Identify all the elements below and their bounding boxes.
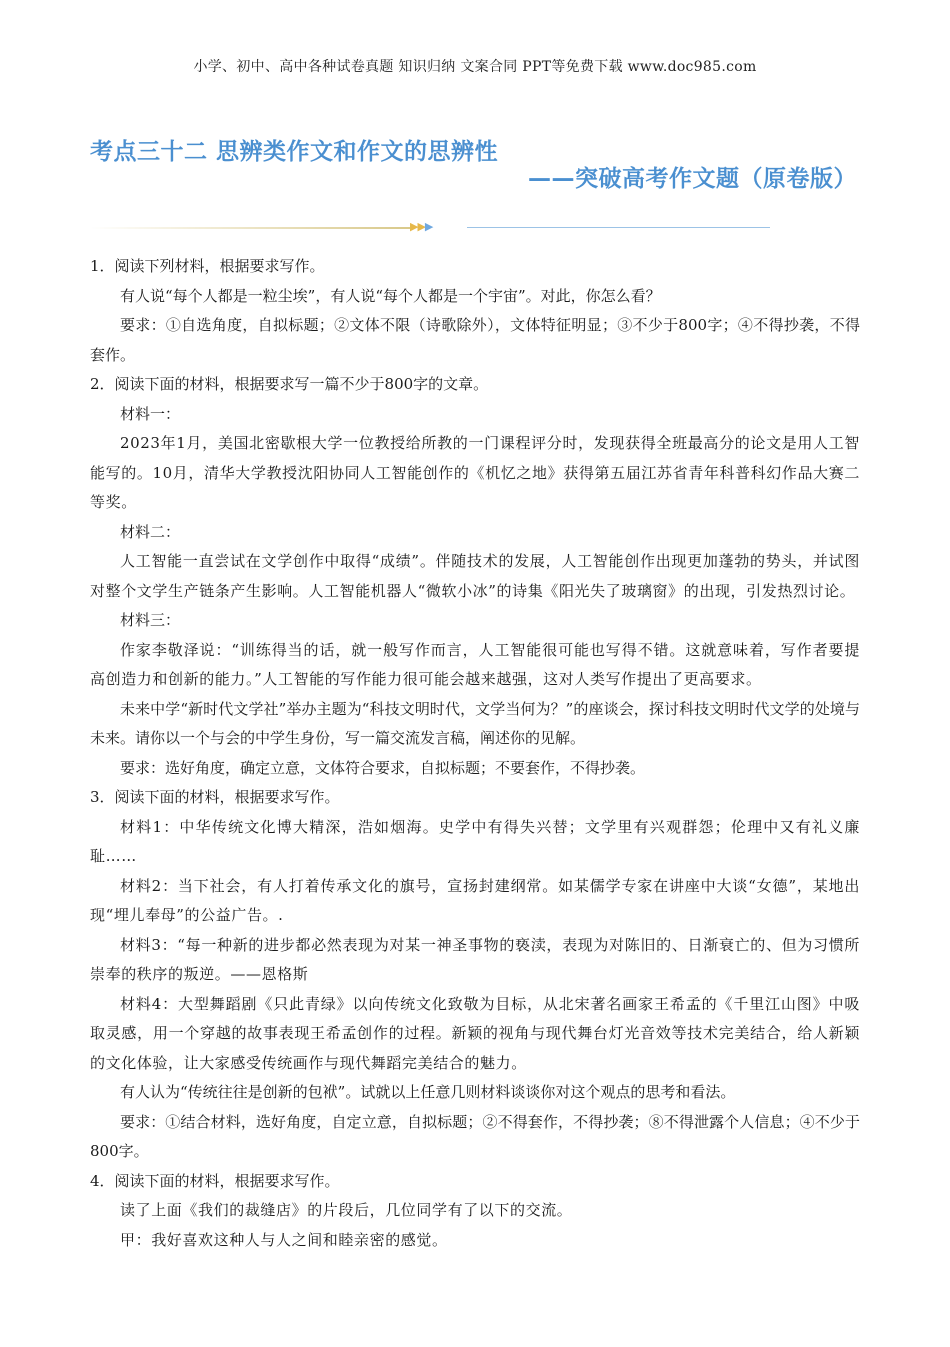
arrow-gold-icon: ▶▶: [410, 220, 425, 233]
question-1-paragraph: 有人说“每个人都是一粒尘埃”，有人说“每个人都是一个宇宙”。对此，你怎么看？: [120, 286, 661, 305]
question-2-material-label: 材料一：: [120, 404, 181, 423]
document-body: [90, 252, 860, 1255]
divider-line-left: [90, 227, 410, 229]
question-2-paragraph: 人工智能一直尝试在文学创作中取得“成绩”。伴随技术的发展，人工智能创作出现更加蓬勃的势头，并试图对整个文学生产链条产生影响。人工智能机器人“微软小冰”的诗集《阳光失了玻璃窗》的出现，引发热烈讨论。: [90, 552, 860, 600]
question-2-paragraph: 作家李敬泽说：“训练得当的话，就一般写作而言，人工智能很可能也写得不错。这就意味着，写作者要提高创造力和创新的能力。”人工智能的写作能力很可能会越来越强，这对人类写作提出了更高要求。: [90, 640, 860, 688]
question-2-requirements: 要求：选好角度，确定立意，文体符合要求，自拟标题；不要套作，不得抄袭。: [120, 758, 646, 777]
question-4-paragraph: 读了上面《我们的裁缝店》的片段后，几位同学有了以下的交流。: [120, 1201, 573, 1219]
question-2-material-label: 材料三：: [120, 611, 181, 629]
question-1-stem: 1．阅读下列材料，根据要求写作。: [90, 257, 325, 275]
divider-arrows-icon: [410, 220, 432, 234]
question-3-stem: 3．阅读下面的材料，根据要求写作。: [90, 788, 340, 806]
title-divider: [90, 220, 770, 233]
question-2-material-label: 材料二：: [120, 522, 181, 541]
question-3-material: 材料2：当下社会，有人打着传承文化的旗号，宣扬封建纲常。如某儒学专家在讲座中大谈“女德”，某地出现“埋儿奉母”的公益广告。.: [90, 876, 860, 924]
page-subtitle: ——突破高考作文题（原卷版）: [528, 166, 857, 192]
divider-line-right: [467, 227, 770, 228]
question-3-material: 材料3：“每一种新的进步都必然表现为对某一神圣事物的亵渎，表现为对陈旧的、日渐衰亡的、但为习惯所崇奉的秩序的叛逆。——恩格斯: [90, 935, 860, 983]
site-header: 小学、初中、高中各种试卷真题 知识归纳 文案合同 PPT等免费下载 www.doc985.com: [193, 59, 757, 75]
question-4-stem: 4．阅读下面的材料，根据要求写作。: [90, 1171, 340, 1190]
question-3-task: 有人认为“传统往往是创新的包袱”。试就以上任意几则材料谈谈你对这个观点的思考和看法。: [120, 1083, 736, 1101]
question-3-requirements: 要求：①结合材料，选好角度，自定立意，自拟标题；②不得套作，不得抄袭；⑧不得泄露个人信息；④不少于800字。: [90, 1112, 860, 1160]
question-4-paragraph: 甲：我好喜欢这种人与人之间和睦亲密的感觉。: [120, 1230, 448, 1249]
question-2-paragraph: 2023年1月，美国北密歇根大学一位教授给所教的一门课程评分时，发现获得全班最高分的论文是用人工智能写的。10月，清华大学教授沈阳协同人工智能创作的《机忆之地》获得第五届江苏省青年科普科幻作品大赛二等奖。: [90, 434, 860, 511]
question-2-task: 未来中学“新时代文学社”举办主题为“科技文明时代，文学当何为？”的座谈会，探讨科技文明时代文学的处境与未来。请你以一个与会的中学生身份，写一篇交流发言稿，阐述你的见解。: [90, 699, 860, 747]
question-3-material: 材料4：大型舞蹈剧《只此青绿》以向传统文化致敬为目标，从北宋著名画家王希孟的《千里江山图》中吸取灵感，用一个穿越的故事表现王希孟创作的过程。新颖的视角与现代舞台灯光音效等技术完美结合，给人新颖的文化体验，让大家感受传统画作与现代舞蹈完美结合的魅力。: [90, 994, 860, 1072]
question-3-material: 材料1：中华传统文化博大精深，浩如烟海。史学中有得失兴替；文学里有兴观群怨；伦理中又有礼义廉耻……: [90, 817, 860, 865]
page-title: 考点三十二 思辨类作文和作文的思辨性: [90, 139, 499, 165]
arrow-blue-icon: ▶: [424, 220, 433, 233]
question-2-stem: 2．阅读下面的材料，根据要求写一篇不少于800字的文章。: [90, 375, 489, 393]
question-1-requirements: 要求：①自选角度，自拟标题；②文体不限（诗歌除外），文体特征明显；③不少于800字；④不得抄袭，不得套作。: [90, 316, 860, 364]
